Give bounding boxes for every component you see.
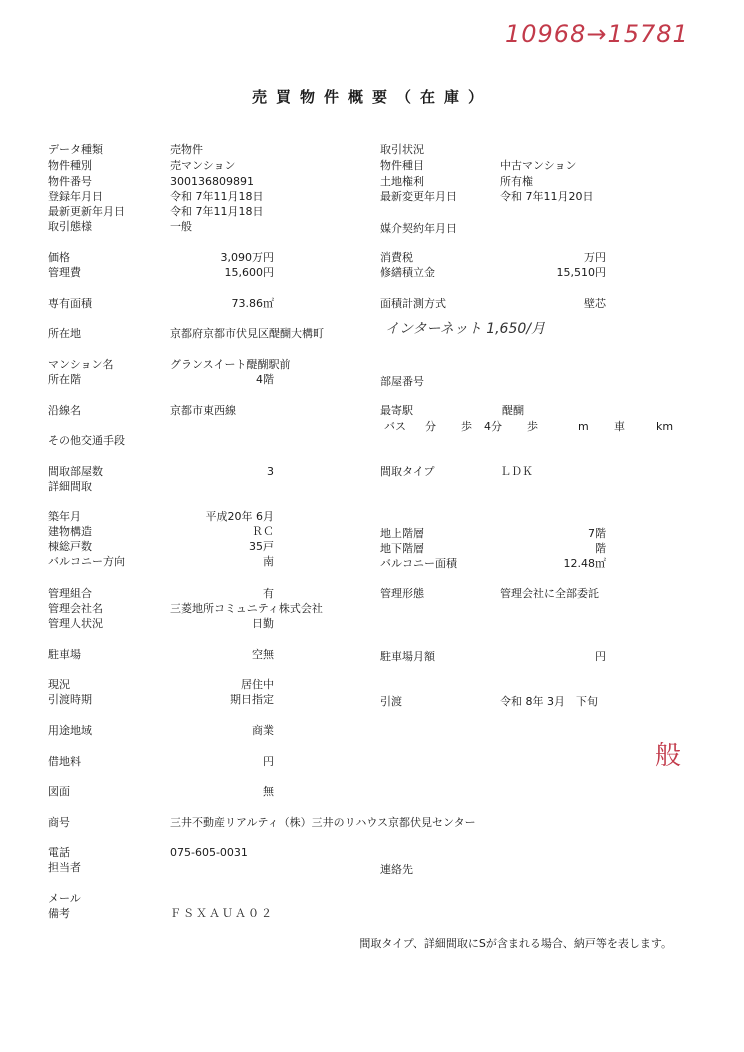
parking-fee-value: 円 — [595, 650, 606, 663]
rooms-count-value: 3 — [267, 465, 274, 478]
handwritten-old-number: 10968 — [505, 20, 587, 48]
built-label: 築年月 — [48, 510, 81, 523]
floor-value: 4階 — [256, 373, 274, 386]
floors-below-label: 地下階層 — [380, 542, 424, 555]
floor-label: 所在階 — [48, 373, 81, 386]
mgmt-assoc-value: 有 — [263, 587, 274, 600]
built-value: 平成20年 6月 — [205, 510, 274, 523]
area-method-value: 壁芯 — [584, 297, 606, 310]
nearest-station-value: 醍醐 — [502, 404, 524, 417]
brokerage-date-label: 媒介契約年月日 — [380, 222, 457, 235]
parking-label: 駐車場 — [48, 648, 81, 661]
last-changed-label: 最新変更年月日 — [380, 190, 457, 203]
land-rent-label: 借地料 — [48, 755, 81, 768]
handwritten-new-number: 15781 — [607, 20, 689, 48]
deal-type-label: 取引態様 — [48, 220, 92, 233]
last-updated-value: 令和 7年11月18日 — [170, 205, 264, 218]
parking-fee-label: 駐車場月額 — [380, 650, 435, 663]
total-units-value: 35戸 — [249, 540, 274, 553]
handwritten-arrow-icon: → — [586, 20, 608, 48]
deal-type-value: 一般 — [170, 220, 192, 233]
remarks-label: 備考 — [48, 907, 70, 920]
registered-label: 登録年月日 — [48, 190, 103, 203]
layout-detail-label: 詳細間取 — [48, 480, 92, 493]
mgmt-form-value: 管理会社に全部委託 — [500, 587, 599, 600]
mgmt-form-label: 管理形態 — [380, 587, 424, 600]
mgmt-assoc-label: 管理組合 — [48, 587, 92, 600]
property-number-value: 300136809891 — [170, 175, 254, 188]
consumption-tax-label: 消費税 — [380, 251, 413, 264]
registered-value: 令和 7年11月18日 — [170, 190, 264, 203]
property-number-label: 物件番号 — [48, 175, 92, 188]
balcony-area-label: バルコニー面積 — [380, 557, 457, 570]
layout-type-value: ＬＤＫ — [500, 465, 533, 478]
rooms-count-label: 間取部屋数 — [48, 465, 103, 478]
structure-label: 建物構造 — [48, 525, 92, 538]
current-status-value: 居住中 — [241, 678, 274, 691]
balcony-dir-label: バルコニー方向 — [48, 555, 125, 568]
mansion-name-value: グランスイート醍醐駅前 — [170, 358, 291, 371]
handwritten-side-note: 般 — [655, 741, 682, 771]
mansion-name-label: マンション名 — [48, 358, 114, 371]
area-method-label: 面積計測方式 — [380, 297, 446, 310]
person-label: 担当者 — [48, 861, 81, 874]
zoning-label: 用途地域 — [48, 724, 92, 737]
m-unit: m — [578, 420, 589, 433]
manager-status-value: 日勤 — [252, 617, 274, 630]
balcony-dir-value: 南 — [263, 555, 274, 568]
price-label: 価格 — [48, 251, 70, 264]
mgmt-company-value: 三菱地所コミュニティ株式会社 — [170, 602, 323, 615]
land-right-value: 所有権 — [500, 175, 533, 188]
area-value: 73.86㎡ — [231, 297, 274, 310]
layout-type-label: 間取タイプ — [380, 465, 435, 478]
property-item-label: 物件種目 — [380, 159, 424, 172]
footnote: 間取タイプ、詳細間取にSが含まれる場合、納戸等を表します。 — [359, 937, 672, 950]
land-rent-value: 円 — [263, 755, 274, 768]
balcony-area-value: 12.48㎡ — [563, 557, 606, 570]
data-type-label: データ種類 — [48, 143, 103, 156]
address-value: 京都府京都市伏見区醍醐大構町 — [170, 327, 324, 340]
phone-label: 電話 — [48, 846, 70, 859]
page-title: 売買物件概要（在庫） — [251, 88, 492, 106]
structure-value: ＲＣ — [252, 525, 274, 538]
phone-value: 075-605-0031 — [170, 846, 248, 859]
remarks-value: ＦＳＸＡＵＡ０２ — [170, 907, 274, 920]
floors-above-label: 地上階層 — [380, 527, 424, 540]
nearest-station-label: 最寄駅 — [380, 404, 413, 417]
area-label: 専有面積 — [48, 297, 92, 310]
current-status-label: 現況 — [48, 678, 70, 691]
total-units-label: 棟総戸数 — [48, 540, 92, 553]
property-item-value: 中古マンション — [500, 159, 577, 172]
trade-name-value: 三井不動産リアルティ（株）三井のリハウス京都伏見センター — [170, 816, 476, 829]
walk-label: 歩 — [461, 420, 472, 433]
drawing-value: 無 — [263, 785, 274, 798]
floors-below-value: 階 — [595, 542, 606, 555]
address-label: 所在地 — [48, 327, 81, 340]
property-type-label: 物件種別 — [48, 159, 92, 172]
repair-reserve-label: 修繕積立金 — [380, 266, 435, 279]
walk2-label: 歩 — [527, 420, 538, 433]
management-fee-value: 15,600円 — [224, 266, 274, 279]
km-unit: km — [656, 420, 674, 433]
trade-name-label: 商号 — [48, 816, 70, 829]
handover-value: 令和 8年 3月 下旬 — [500, 695, 598, 708]
line-label: 沿線名 — [48, 404, 81, 417]
other-transport-label: その他交通手段 — [48, 434, 125, 447]
room-number-label: 部屋番号 — [380, 375, 424, 388]
walk-value: 4分 — [484, 420, 502, 433]
line-value: 京都市東西線 — [170, 404, 236, 417]
floors-above-value: 7階 — [588, 527, 606, 540]
consumption-tax-value: 万円 — [584, 251, 606, 264]
zoning-value: 商業 — [252, 724, 274, 737]
land-right-label: 土地権利 — [380, 175, 424, 188]
property-type-value: 売マンション — [170, 159, 236, 172]
mail-label: メール — [48, 892, 81, 905]
handwritten-number-note — [505, 20, 689, 48]
car-label: 車 — [614, 420, 625, 433]
handwritten-internet-note: インターネット 1,650/月 — [385, 321, 545, 337]
management-fee-label: 管理費 — [48, 266, 81, 279]
drawing-label: 図面 — [48, 785, 70, 798]
last-changed-value: 令和 7年11月20日 — [500, 190, 594, 203]
mgmt-company-label: 管理会社名 — [48, 602, 103, 615]
data-type-value: 売物件 — [170, 143, 203, 156]
manager-status-label: 管理人状況 — [48, 617, 103, 630]
price-value: 3,090万円 — [220, 251, 274, 264]
handover-period-value: 期日指定 — [230, 693, 274, 706]
bus-label: バス — [384, 420, 406, 433]
transaction-status-label: 取引状況 — [380, 143, 424, 156]
handover-label: 引渡 — [380, 695, 402, 708]
contact-label: 連絡先 — [380, 863, 413, 876]
repair-reserve-value: 15,510円 — [556, 266, 606, 279]
handover-period-label: 引渡時期 — [48, 693, 92, 706]
bus-min-unit: 分 — [425, 420, 436, 433]
last-updated-label: 最新更新年月日 — [48, 205, 125, 218]
parking-value: 空無 — [252, 648, 274, 661]
